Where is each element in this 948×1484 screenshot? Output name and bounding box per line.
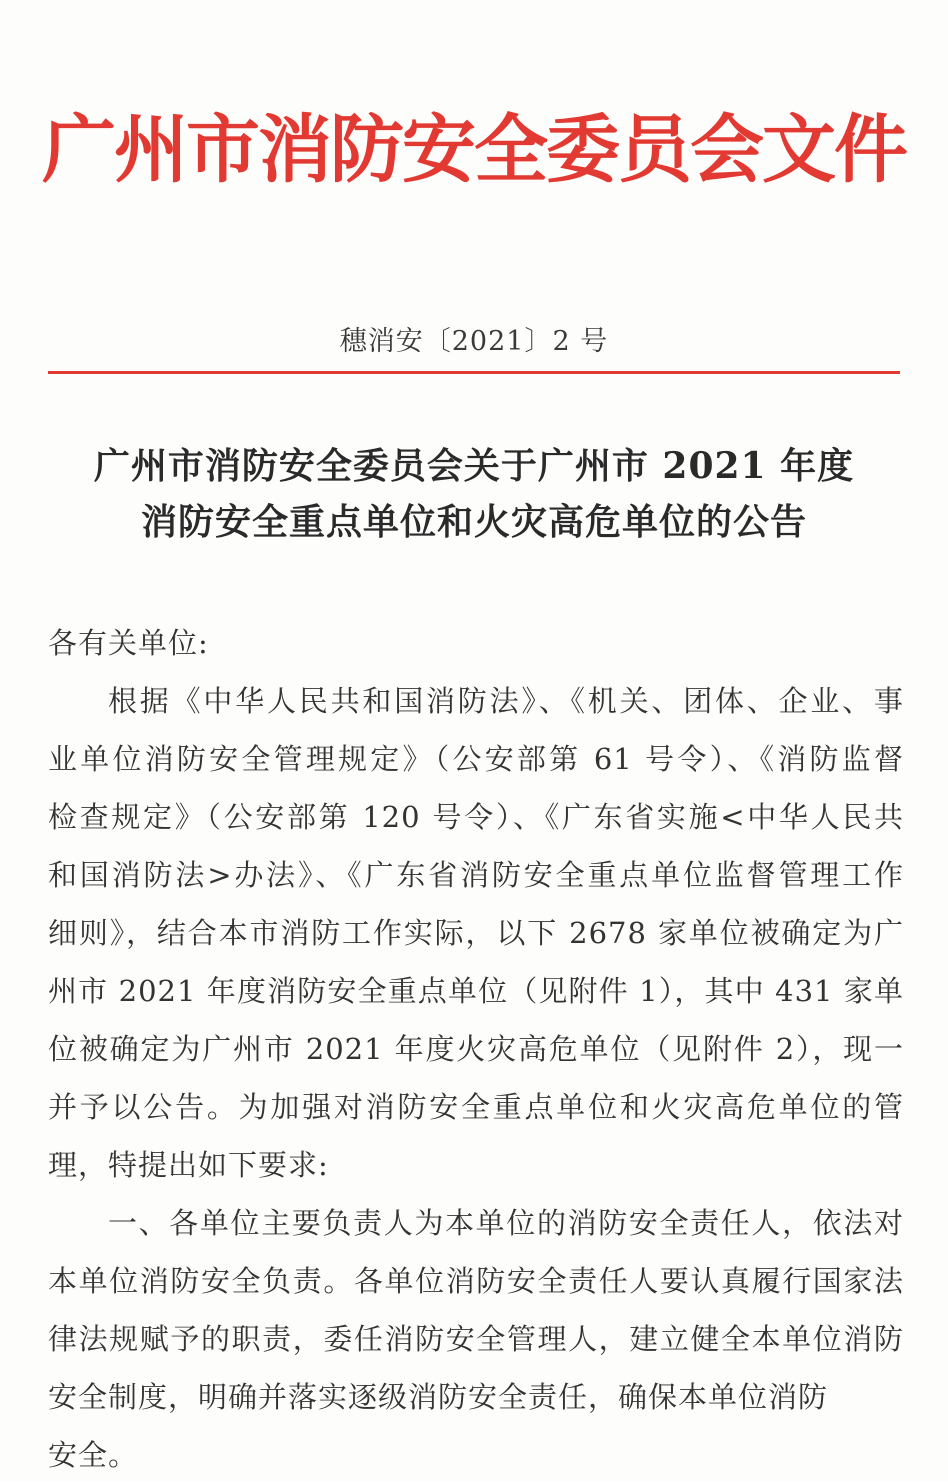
body-line: 位被确定为广州市 2021 年度火灾高危单位（见附件 2），现一	[48, 1032, 904, 1066]
body-line: 根据《中华人民共和国消防法》、《机关、团体、企业、事	[108, 684, 904, 718]
body-line: 理，特提出如下要求:	[48, 1148, 329, 1182]
notice-body	[48, 614, 904, 1484]
salutation: 各有关单位:	[48, 626, 209, 660]
body-line: 检查规定》（公安部第 120 号令）、《广东省实施<中华人民共	[48, 800, 904, 834]
notice-title-line-2: 消防安全重点单位和火灾高危单位的公告	[140, 501, 807, 543]
body-line: 安全。	[48, 1438, 139, 1472]
body-line: 业单位消防安全管理规定》（公安部第 61 号令）、《消防监督	[48, 742, 904, 776]
notice-title	[40, 438, 908, 550]
body-line: 一、各单位主要负责人为本单位的消防安全责任人，依法对	[108, 1206, 904, 1240]
body-line: 本单位消防安全负责。各单位消防安全责任人要认真履行国家法	[48, 1264, 904, 1298]
body-line: 州市 2021 年度消防安全重点单位（见附件 1），其中 431 家单	[48, 974, 904, 1008]
red-divider-line	[48, 371, 900, 374]
body-line: 安全制度，明确并落实逐级消防安全责任，确保本单位消防	[48, 1380, 829, 1414]
body-line: 并予以公告。为加强对消防安全重点单位和火灾高危单位的管	[48, 1090, 904, 1124]
body-line: 律法规赋予的职责，委任消防安全管理人，建立健全本单位消防	[48, 1322, 904, 1356]
notice-title-line-1: 广州市消防安全委员会关于广州市 2021 年度	[93, 445, 855, 487]
document-header-title: 广州市消防安全委员会文件	[42, 107, 906, 193]
document-number: 穗消安〔2021〕2 号	[339, 326, 609, 357]
body-line: 细则》，结合本市消防工作实际，以下 2678 家单位被确定为广	[48, 916, 904, 950]
body-line: 和国消防法>办法》、《广东省消防安全重点单位监督管理工作	[48, 858, 904, 892]
